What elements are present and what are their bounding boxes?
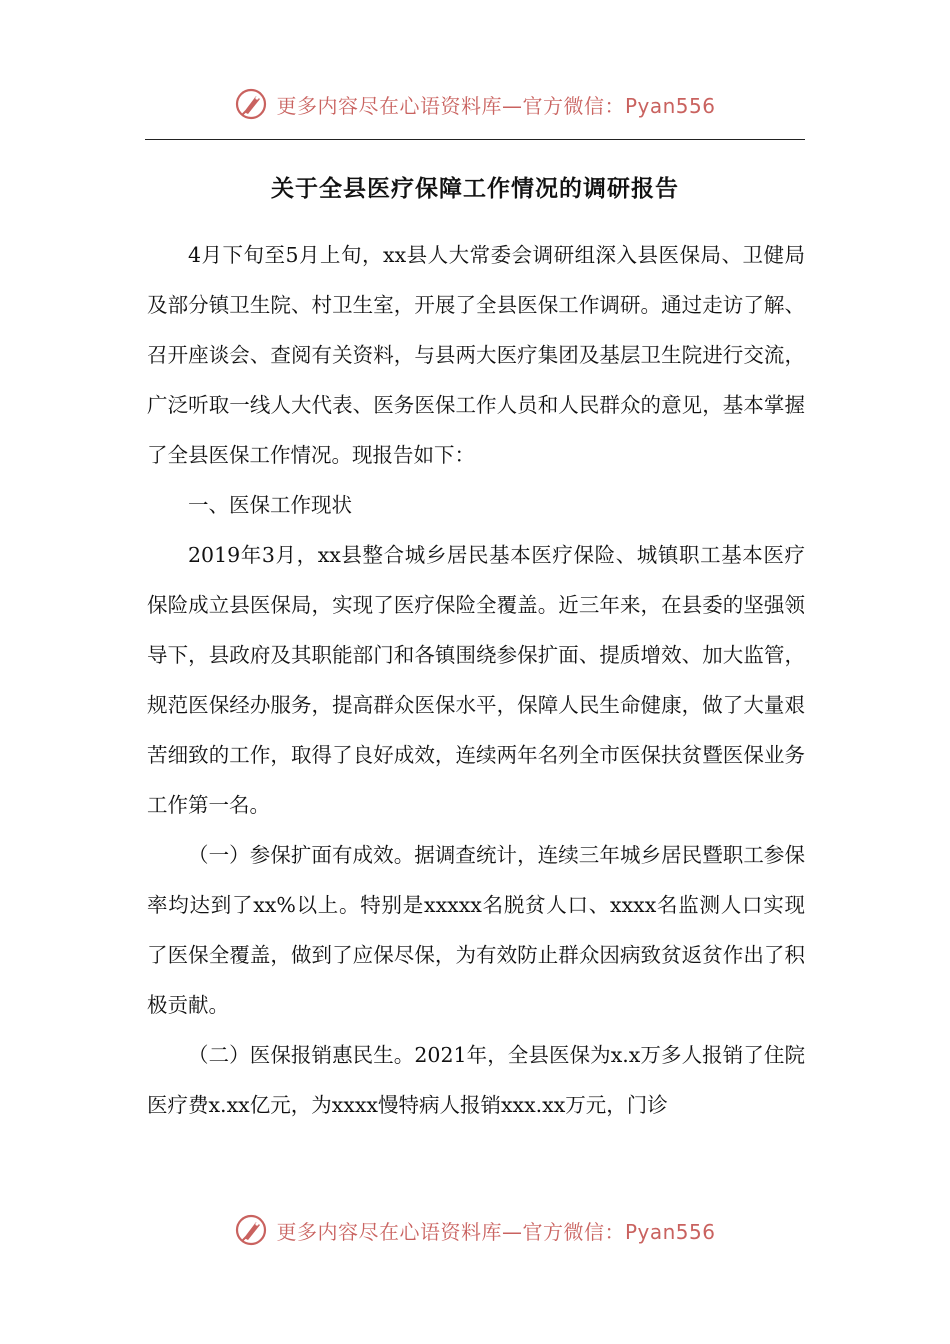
paragraph: （二）医保报销惠民生。2021年，全县医保为x.x万多人报销了住院医疗费x.xx亿元，为xxxx慢特病人报销xxx.xx万元，门诊 — [147, 1043, 805, 1117]
watermark-banner-bottom — [0, 1210, 950, 1250]
paragraph: 4月下旬至5月上旬，xx县人大常委会调研组深入县医保局、卫健局及部分镇卫生院、村卫生室，开展了全县医保工作调研。通过走访了解、召开座谈会、查阅有关资料，与县两大医疗集团及基层卫生院进行交流，广泛听取一线人大代表、医务医保工作人员和人民群众的意见，基本掌握了全县医保工作情况。现报告如下： — [147, 243, 805, 467]
watermark-text: 更多内容尽在心语资料库—官方微信：Pyan556 — [276, 1219, 716, 1244]
paragraph: （一）参保扩面有成效。据调查统计，连续三年城乡居民暨职工参保率均达到了xx%以上。特别是xxxxx名脱贫人口、xxxx名监测人口实现了医保全覆盖，做到了应保尽保，为有效防止群众因病致贫返贫作出了积极贡献。 — [147, 843, 805, 1017]
watermark-banner-top — [0, 84, 950, 124]
pen-nib-logo-icon — [234, 1213, 268, 1247]
document-body — [147, 230, 805, 1130]
watermark-text: 更多内容尽在心语资料库—官方微信：Pyan556 — [276, 93, 716, 118]
paragraph: 2019年3月，xx县整合城乡居民基本医疗保险、城镇职工基本医疗保险成立县医保局，实现了医疗保险全覆盖。近三年来，在县委的坚强领导下，县政府及其职能部门和各镇围绕参保扩面、提质增效、加大监管，规范医保经办服务，提高群众医保水平，保障人民生命健康，做了大量艰苦细致的工作，取得了良好成效，连续两年名列全市医保扶贫暨医保业务工作第一名。 — [147, 543, 805, 817]
header-divider — [145, 139, 805, 140]
pen-nib-logo-icon — [234, 87, 268, 121]
section-heading: 一、医保工作现状 — [188, 493, 352, 517]
document-title: 关于全县医疗保障工作情况的调研报告 — [271, 176, 679, 202]
